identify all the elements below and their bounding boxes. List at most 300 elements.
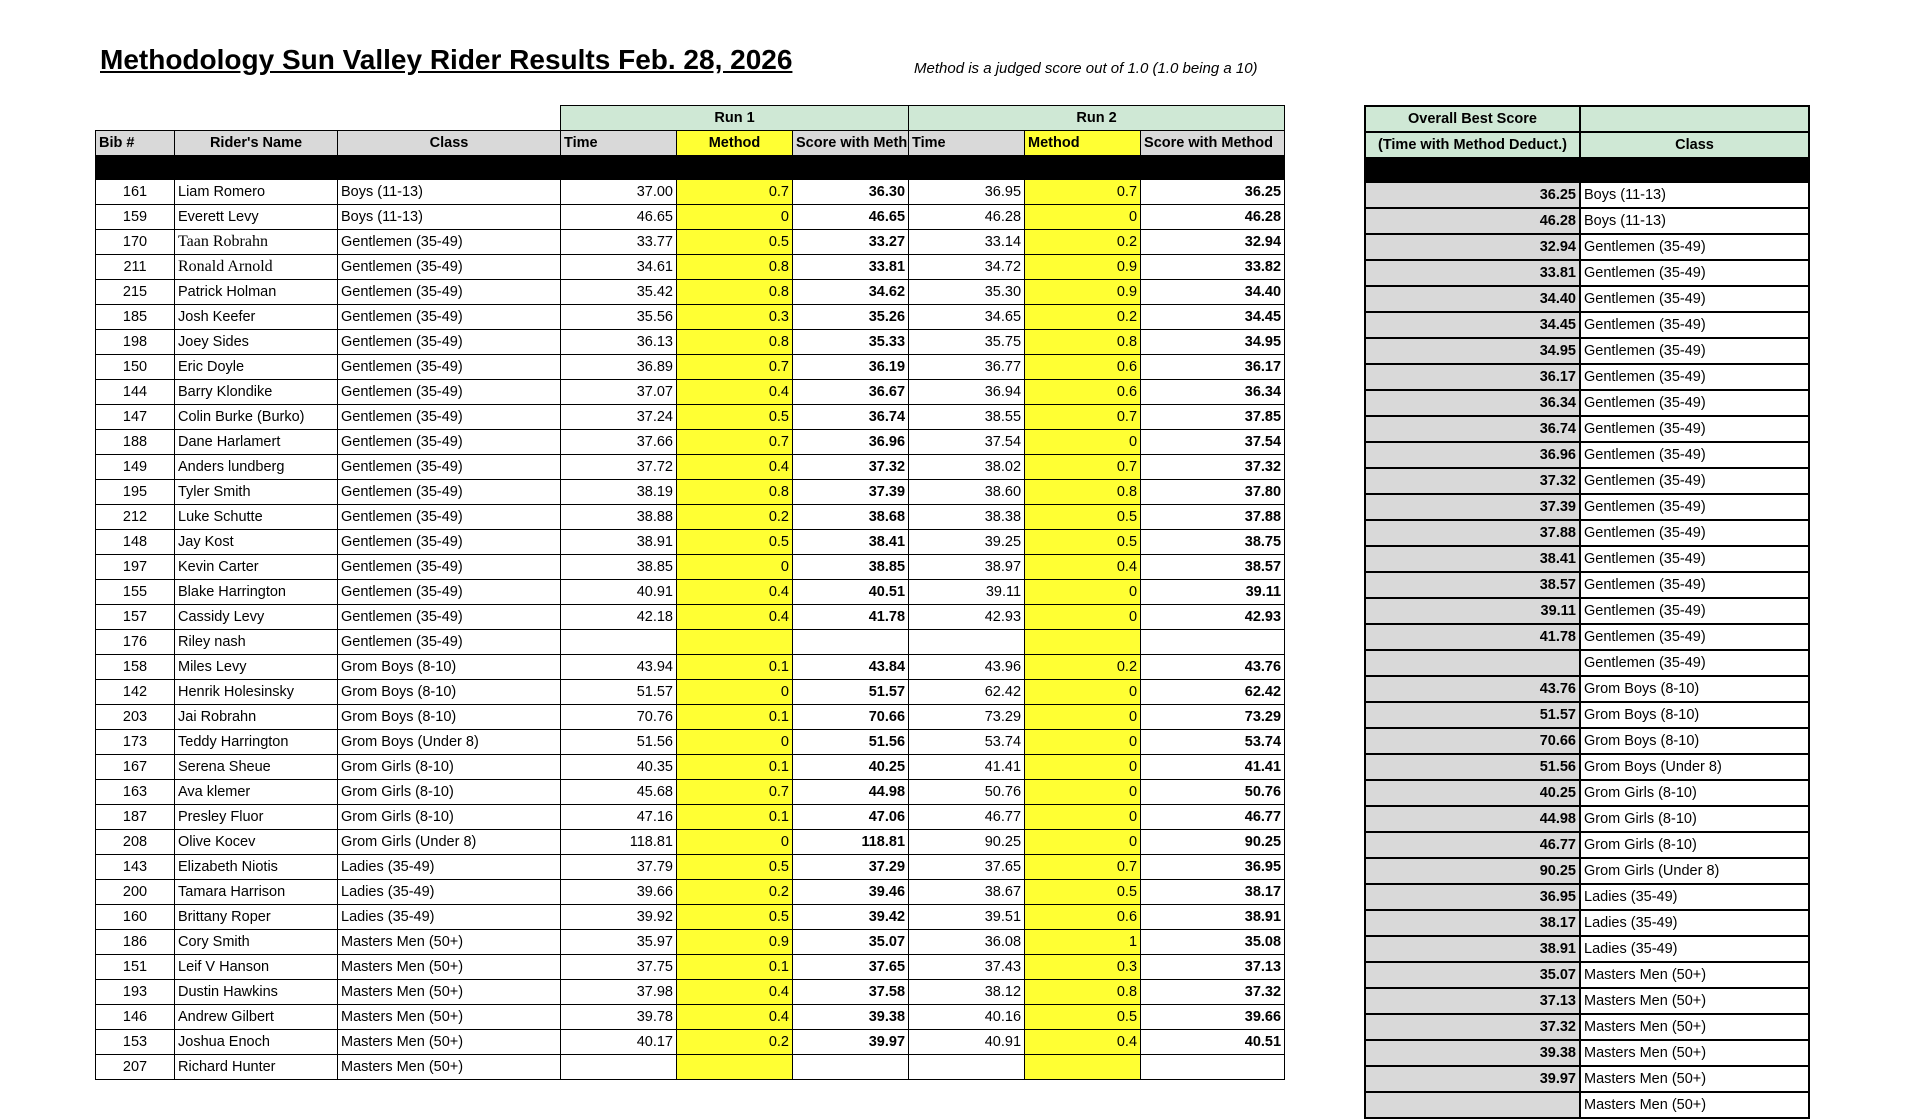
run1-time-cell: 37.66 — [561, 430, 677, 455]
run1-method-cell: 0.7 — [677, 780, 793, 805]
class-cell: Gentlemen (35-49) — [338, 555, 561, 580]
run2-time-cell: 90.25 — [909, 830, 1025, 855]
run1-time-cell: 43.94 — [561, 655, 677, 680]
overall-class-header: Class — [1580, 132, 1809, 158]
run2-method-cell: 0.3 — [1025, 955, 1141, 980]
run1-method-cell: 0.5 — [677, 905, 793, 930]
run1-method-cell: 0.5 — [677, 405, 793, 430]
run2-time-cell: 36.94 — [909, 380, 1025, 405]
overall-best-cell: 36.34 — [1365, 390, 1580, 416]
overall-class-cell: Ladies (35-49) — [1580, 884, 1809, 910]
class-cell: Ladies (35-49) — [338, 855, 561, 880]
run2-method-cell: 0.5 — [1025, 1005, 1141, 1030]
overall-row — [1365, 910, 1809, 936]
overall-row — [1365, 780, 1809, 806]
bib-cell: 211 — [96, 255, 175, 280]
table-row — [96, 405, 1285, 430]
run2-method-cell: 0.4 — [1025, 555, 1141, 580]
overall-best-cell: 36.95 — [1365, 884, 1580, 910]
run1-score-cell: 39.97 — [793, 1030, 909, 1055]
bib-cell: 155 — [96, 580, 175, 605]
overall-row — [1365, 494, 1809, 520]
overall-row — [1365, 884, 1809, 910]
run1-score-cell — [793, 1055, 909, 1080]
run1-time-cell: 118.81 — [561, 830, 677, 855]
table-row — [96, 755, 1285, 780]
table-row — [96, 555, 1285, 580]
bib-cell: 159 — [96, 205, 175, 230]
overall-class-cell: Grom Girls (Under 8) — [1580, 858, 1809, 884]
class-cell: Gentlemen (35-49) — [338, 530, 561, 555]
overall-class-cell: Boys (11-13) — [1580, 182, 1809, 208]
run1-time-cell: 35.56 — [561, 305, 677, 330]
bib-cell: 188 — [96, 430, 175, 455]
rider-name-cell: Taan Robrahn — [175, 230, 338, 255]
run2-score-cell: 36.17 — [1141, 355, 1285, 380]
overall-row — [1365, 702, 1809, 728]
table-row — [96, 355, 1285, 380]
run1-score-cell — [793, 630, 909, 655]
class-cell: Masters Men (50+) — [338, 1005, 561, 1030]
rider-name-cell: Colin Burke (Burko) — [175, 405, 338, 430]
rider-name-cell: Liam Romero — [175, 180, 338, 205]
run1-method-cell: 0.4 — [677, 580, 793, 605]
bib-cell: 151 — [96, 955, 175, 980]
overall-best-cell: 37.32 — [1365, 468, 1580, 494]
run2-method-cell: 0.7 — [1025, 180, 1141, 205]
overall-class-cell: Masters Men (50+) — [1580, 1066, 1809, 1092]
bib-cell: 170 — [96, 230, 175, 255]
run1-score-cell: 40.51 — [793, 580, 909, 605]
col-run1-method: Method — [677, 131, 793, 156]
overall-best-cell: 38.91 — [1365, 936, 1580, 962]
rider-name-cell: Ronald Arnold — [175, 255, 338, 280]
rider-name-cell: Miles Levy — [175, 655, 338, 680]
run2-score-cell: 34.40 — [1141, 280, 1285, 305]
run2-method-cell: 0.9 — [1025, 280, 1141, 305]
table-row — [96, 455, 1285, 480]
bib-cell: 200 — [96, 880, 175, 905]
run2-time-cell: 35.30 — [909, 280, 1025, 305]
run1-time-cell: 38.85 — [561, 555, 677, 580]
run1-score-cell: 36.30 — [793, 180, 909, 205]
class-cell: Gentlemen (35-49) — [338, 380, 561, 405]
table-row — [96, 980, 1285, 1005]
rider-name-cell: Joshua Enoch — [175, 1030, 338, 1055]
table-row — [96, 605, 1285, 630]
col-run2-score: Score with Method — [1141, 131, 1285, 156]
class-cell: Grom Boys (8-10) — [338, 655, 561, 680]
overall-best-cell: 43.76 — [1365, 676, 1580, 702]
class-cell: Ladies (35-49) — [338, 905, 561, 930]
overall-best-cell: 38.17 — [1365, 910, 1580, 936]
run1-method-cell: 0.7 — [677, 430, 793, 455]
run1-score-cell: 51.56 — [793, 730, 909, 755]
run2-score-cell: 46.77 — [1141, 805, 1285, 830]
bib-cell: 147 — [96, 405, 175, 430]
col-class: Class — [338, 131, 561, 156]
table-row — [96, 630, 1285, 655]
table-row — [96, 480, 1285, 505]
run2-method-cell: 0.5 — [1025, 505, 1141, 530]
rider-name-cell: Anders lundberg — [175, 455, 338, 480]
overall-best-cell — [1365, 650, 1580, 676]
run2-method-cell: 0.7 — [1025, 455, 1141, 480]
bib-cell: 150 — [96, 355, 175, 380]
overall-row — [1365, 728, 1809, 754]
overall-class-cell: Gentlemen (35-49) — [1580, 442, 1809, 468]
overall-row — [1365, 754, 1809, 780]
method-note: Method is a judged score out of 1.0 (1.0 being a 10) — [914, 60, 1258, 77]
class-cell: Grom Boys (8-10) — [338, 680, 561, 705]
run1-score-cell: 37.65 — [793, 955, 909, 980]
class-cell: Boys (11-13) — [338, 180, 561, 205]
overall-best-cell: 36.25 — [1365, 182, 1580, 208]
rider-name-cell: Cassidy Levy — [175, 605, 338, 630]
run2-method-cell: 0 — [1025, 430, 1141, 455]
run2-time-cell: 34.65 — [909, 305, 1025, 330]
class-cell: Gentlemen (35-49) — [338, 255, 561, 280]
run1-method-cell: 0.4 — [677, 455, 793, 480]
table-row — [96, 780, 1285, 805]
run2-method-cell: 0.6 — [1025, 355, 1141, 380]
run2-score-cell: 36.25 — [1141, 180, 1285, 205]
overall-best-cell: 39.11 — [1365, 598, 1580, 624]
overall-row — [1365, 962, 1809, 988]
class-cell: Grom Boys (Under 8) — [338, 730, 561, 755]
run2-method-cell: 0 — [1025, 705, 1141, 730]
overall-best-cell: 34.95 — [1365, 338, 1580, 364]
overall-row — [1365, 442, 1809, 468]
overall-row — [1365, 624, 1809, 650]
overall-class-cell: Gentlemen (35-49) — [1580, 234, 1809, 260]
bib-cell: 193 — [96, 980, 175, 1005]
run1-score-cell: 35.33 — [793, 330, 909, 355]
run2-score-cell: 40.51 — [1141, 1030, 1285, 1055]
run1-score-cell: 37.39 — [793, 480, 909, 505]
rider-name-cell: Tyler Smith — [175, 480, 338, 505]
overall-row — [1365, 858, 1809, 884]
table-row — [96, 705, 1285, 730]
overall-separator — [1365, 158, 1809, 182]
run1-method-cell — [677, 1055, 793, 1080]
bib-cell: 187 — [96, 805, 175, 830]
run2-score-cell: 37.32 — [1141, 980, 1285, 1005]
run2-method-cell — [1025, 1055, 1141, 1080]
overall-best-cell: 41.78 — [1365, 624, 1580, 650]
run2-score-cell: 36.95 — [1141, 855, 1285, 880]
run1-time-cell: 40.35 — [561, 755, 677, 780]
rider-name-cell: Richard Hunter — [175, 1055, 338, 1080]
run2-method-cell: 0 — [1025, 680, 1141, 705]
class-cell: Grom Boys (8-10) — [338, 705, 561, 730]
bib-cell: 176 — [96, 630, 175, 655]
overall-class-cell: Gentlemen (35-49) — [1580, 598, 1809, 624]
run1-score-cell: 33.27 — [793, 230, 909, 255]
run1-method-cell: 0.3 — [677, 305, 793, 330]
overall-best-cell: 51.56 — [1365, 754, 1580, 780]
run2-time-cell: 40.16 — [909, 1005, 1025, 1030]
run1-time-cell: 40.91 — [561, 580, 677, 605]
rider-name-cell: Dane Harlamert — [175, 430, 338, 455]
run1-time-cell: 37.07 — [561, 380, 677, 405]
run1-score-cell: 38.41 — [793, 530, 909, 555]
bib-cell: 173 — [96, 730, 175, 755]
col-bib: Bib # — [96, 131, 175, 156]
overall-class-cell: Gentlemen (35-49) — [1580, 520, 1809, 546]
overall-row — [1365, 520, 1809, 546]
run1-method-cell: 0.1 — [677, 755, 793, 780]
overall-row — [1365, 468, 1809, 494]
run1-score-cell: 118.81 — [793, 830, 909, 855]
run2-score-cell: 37.54 — [1141, 430, 1285, 455]
class-cell: Gentlemen (35-49) — [338, 455, 561, 480]
run1-method-cell: 0.1 — [677, 955, 793, 980]
overall-class-cell: Grom Boys (8-10) — [1580, 728, 1809, 754]
col-run2-method: Method — [1025, 131, 1141, 156]
bib-cell: 142 — [96, 680, 175, 705]
rider-name-cell: Everett Levy — [175, 205, 338, 230]
run2-time-cell — [909, 630, 1025, 655]
rider-name-cell: Patrick Holman — [175, 280, 338, 305]
table-row — [96, 730, 1285, 755]
run2-score-cell: 39.66 — [1141, 1005, 1285, 1030]
run2-method-cell: 0.2 — [1025, 230, 1141, 255]
rider-name-cell: Joey Sides — [175, 330, 338, 355]
run1-method-cell: 0.5 — [677, 230, 793, 255]
table-row — [96, 1005, 1285, 1030]
run1-time-cell: 37.75 — [561, 955, 677, 980]
run1-score-cell: 39.42 — [793, 905, 909, 930]
run2-method-cell: 0 — [1025, 755, 1141, 780]
run1-score-cell: 41.78 — [793, 605, 909, 630]
run1-method-cell: 0.9 — [677, 930, 793, 955]
run1-time-cell: 46.65 — [561, 205, 677, 230]
run1-score-cell: 38.85 — [793, 555, 909, 580]
run1-time-cell — [561, 1055, 677, 1080]
rider-name-cell: Luke Schutte — [175, 505, 338, 530]
run2-score-cell — [1141, 630, 1285, 655]
run2-time-cell: 39.51 — [909, 905, 1025, 930]
run2-method-cell: 0.2 — [1025, 305, 1141, 330]
overall-row — [1365, 650, 1809, 676]
run1-method-cell: 0.1 — [677, 705, 793, 730]
table-row — [96, 330, 1285, 355]
rider-name-cell: Kevin Carter — [175, 555, 338, 580]
bib-cell: 207 — [96, 1055, 175, 1080]
run1-time-cell: 37.79 — [561, 855, 677, 880]
rider-name-cell: Teddy Harrington — [175, 730, 338, 755]
overall-class-cell: Grom Girls (8-10) — [1580, 780, 1809, 806]
bib-cell: 160 — [96, 905, 175, 930]
overall-best-cell: 37.88 — [1365, 520, 1580, 546]
run2-time-cell — [909, 1055, 1025, 1080]
run2-time-cell: 46.77 — [909, 805, 1025, 830]
run1-time-cell: 39.66 — [561, 880, 677, 905]
run2-time-cell: 38.12 — [909, 980, 1025, 1005]
run1-score-cell: 36.74 — [793, 405, 909, 430]
run2-method-cell: 1 — [1025, 930, 1141, 955]
run2-time-cell: 38.55 — [909, 405, 1025, 430]
class-cell: Gentlemen (35-49) — [338, 230, 561, 255]
run1-score-cell: 39.46 — [793, 880, 909, 905]
table-row — [96, 1055, 1285, 1080]
run2-method-cell: 0.5 — [1025, 880, 1141, 905]
overall-class-cell: Gentlemen (35-49) — [1580, 260, 1809, 286]
page-title: Methodology Sun Valley Rider Results Feb. 28, 2026 — [100, 44, 793, 75]
class-cell: Masters Men (50+) — [338, 930, 561, 955]
rider-name-cell: Blake Harrington — [175, 580, 338, 605]
run1-time-cell: 35.97 — [561, 930, 677, 955]
overall-class-cell: Masters Men (50+) — [1580, 962, 1809, 988]
run2-score-cell: 38.17 — [1141, 880, 1285, 905]
overall-class-cell: Masters Men (50+) — [1580, 988, 1809, 1014]
run1-method-cell: 0.8 — [677, 255, 793, 280]
table-row — [96, 830, 1285, 855]
overall-row — [1365, 988, 1809, 1014]
table-row — [96, 680, 1285, 705]
overall-header: Overall Best Score — [1365, 106, 1580, 132]
overall-row — [1365, 806, 1809, 832]
run1-method-cell: 0.2 — [677, 1030, 793, 1055]
run1-score-cell: 37.58 — [793, 980, 909, 1005]
bib-cell: 215 — [96, 280, 175, 305]
overall-best-cell: 38.57 — [1365, 572, 1580, 598]
run1-method-cell: 0.4 — [677, 605, 793, 630]
overall-table — [1364, 105, 1810, 1119]
run2-time-cell: 62.42 — [909, 680, 1025, 705]
run1-method-cell — [677, 630, 793, 655]
bib-cell: 186 — [96, 930, 175, 955]
class-cell: Gentlemen (35-49) — [338, 280, 561, 305]
run2-time-cell: 36.77 — [909, 355, 1025, 380]
overall-class-header-top — [1580, 106, 1809, 132]
overall-best-cell: 37.13 — [1365, 988, 1580, 1014]
rider-name-cell: Brittany Roper — [175, 905, 338, 930]
run1-method-cell: 0.1 — [677, 655, 793, 680]
run2-method-cell: 0 — [1025, 730, 1141, 755]
overall-class-cell: Gentlemen (35-49) — [1580, 650, 1809, 676]
overall-class-cell: Boys (11-13) — [1580, 208, 1809, 234]
class-cell: Gentlemen (35-49) — [338, 405, 561, 430]
overall-row — [1365, 572, 1809, 598]
rider-name-cell: Serena Sheue — [175, 755, 338, 780]
run1-time-cell — [561, 630, 677, 655]
overall-row — [1365, 1092, 1809, 1118]
table-row — [96, 280, 1285, 305]
overall-row — [1365, 338, 1809, 364]
run1-method-cell: 0.4 — [677, 980, 793, 1005]
run1-score-cell: 40.25 — [793, 755, 909, 780]
bib-cell: 212 — [96, 505, 175, 530]
run2-score-cell: 37.85 — [1141, 405, 1285, 430]
run2-score-cell: 90.25 — [1141, 830, 1285, 855]
run2-score-cell: 34.95 — [1141, 330, 1285, 355]
overall-row — [1365, 208, 1809, 234]
class-cell: Boys (11-13) — [338, 205, 561, 230]
overall-best-cell: 36.17 — [1365, 364, 1580, 390]
run2-time-cell: 38.60 — [909, 480, 1025, 505]
run2-score-cell: 36.34 — [1141, 380, 1285, 405]
run2-score-cell: 43.76 — [1141, 655, 1285, 680]
run2-score-cell: 32.94 — [1141, 230, 1285, 255]
overall-class-cell: Gentlemen (35-49) — [1580, 572, 1809, 598]
overall-class-cell: Grom Boys (8-10) — [1580, 702, 1809, 728]
overall-class-cell: Masters Men (50+) — [1580, 1014, 1809, 1040]
run1-time-cell: 39.78 — [561, 1005, 677, 1030]
run1-method-cell: 0.4 — [677, 380, 793, 405]
class-cell: Gentlemen (35-49) — [338, 480, 561, 505]
run2-time-cell: 37.65 — [909, 855, 1025, 880]
overall-class-cell: Grom Girls (8-10) — [1580, 832, 1809, 858]
run1-time-cell: 42.18 — [561, 605, 677, 630]
run1-method-cell: 0.1 — [677, 805, 793, 830]
run2-method-cell: 0.7 — [1025, 855, 1141, 880]
table-row — [96, 855, 1285, 880]
run1-method-cell: 0.7 — [677, 355, 793, 380]
run2-time-cell: 36.08 — [909, 930, 1025, 955]
bib-cell: 158 — [96, 655, 175, 680]
run2-method-cell: 0 — [1025, 830, 1141, 855]
run2-method-cell: 0.9 — [1025, 255, 1141, 280]
run2-score-cell: 35.08 — [1141, 930, 1285, 955]
bib-cell: 143 — [96, 855, 175, 880]
run1-score-cell: 34.62 — [793, 280, 909, 305]
overall-row — [1365, 390, 1809, 416]
overall-class-cell: Grom Boys (8-10) — [1580, 676, 1809, 702]
bib-cell: 146 — [96, 1005, 175, 1030]
overall-best-cell: 51.57 — [1365, 702, 1580, 728]
run1-time-cell: 47.16 — [561, 805, 677, 830]
run1-time-cell: 40.17 — [561, 1030, 677, 1055]
table-row — [96, 180, 1285, 205]
run1-score-cell: 37.32 — [793, 455, 909, 480]
table-row — [96, 255, 1285, 280]
class-cell: Gentlemen (35-49) — [338, 355, 561, 380]
overall-class-cell: Gentlemen (35-49) — [1580, 468, 1809, 494]
run1-score-cell: 38.68 — [793, 505, 909, 530]
bib-cell: 161 — [96, 180, 175, 205]
run2-time-cell: 35.75 — [909, 330, 1025, 355]
overall-row — [1365, 182, 1809, 208]
overall-class-cell: Grom Boys (Under 8) — [1580, 754, 1809, 780]
run2-time-cell: 73.29 — [909, 705, 1025, 730]
overall-row — [1365, 832, 1809, 858]
rider-name-cell: Ava klemer — [175, 780, 338, 805]
run2-method-cell: 0.6 — [1025, 380, 1141, 405]
run2-header: Run 2 — [909, 106, 1285, 131]
table-row — [96, 305, 1285, 330]
rider-name-cell: Riley nash — [175, 630, 338, 655]
rider-name-cell: Tamara Harrison — [175, 880, 338, 905]
run2-time-cell: 50.76 — [909, 780, 1025, 805]
run2-time-cell: 38.02 — [909, 455, 1025, 480]
run2-method-cell: 0.8 — [1025, 980, 1141, 1005]
run1-score-cell: 36.19 — [793, 355, 909, 380]
run2-time-cell: 36.95 — [909, 180, 1025, 205]
overall-best-cell — [1365, 1092, 1580, 1118]
overall-row — [1365, 676, 1809, 702]
overall-class-cell: Masters Men (50+) — [1580, 1092, 1809, 1118]
run2-method-cell: 0.7 — [1025, 405, 1141, 430]
run1-header: Run 1 — [561, 106, 909, 131]
run1-score-cell: 43.84 — [793, 655, 909, 680]
run2-score-cell: 73.29 — [1141, 705, 1285, 730]
run2-score-cell: 37.13 — [1141, 955, 1285, 980]
overall-class-cell: Gentlemen (35-49) — [1580, 286, 1809, 312]
table-row — [96, 1030, 1285, 1055]
overall-best-cell: 37.32 — [1365, 1014, 1580, 1040]
